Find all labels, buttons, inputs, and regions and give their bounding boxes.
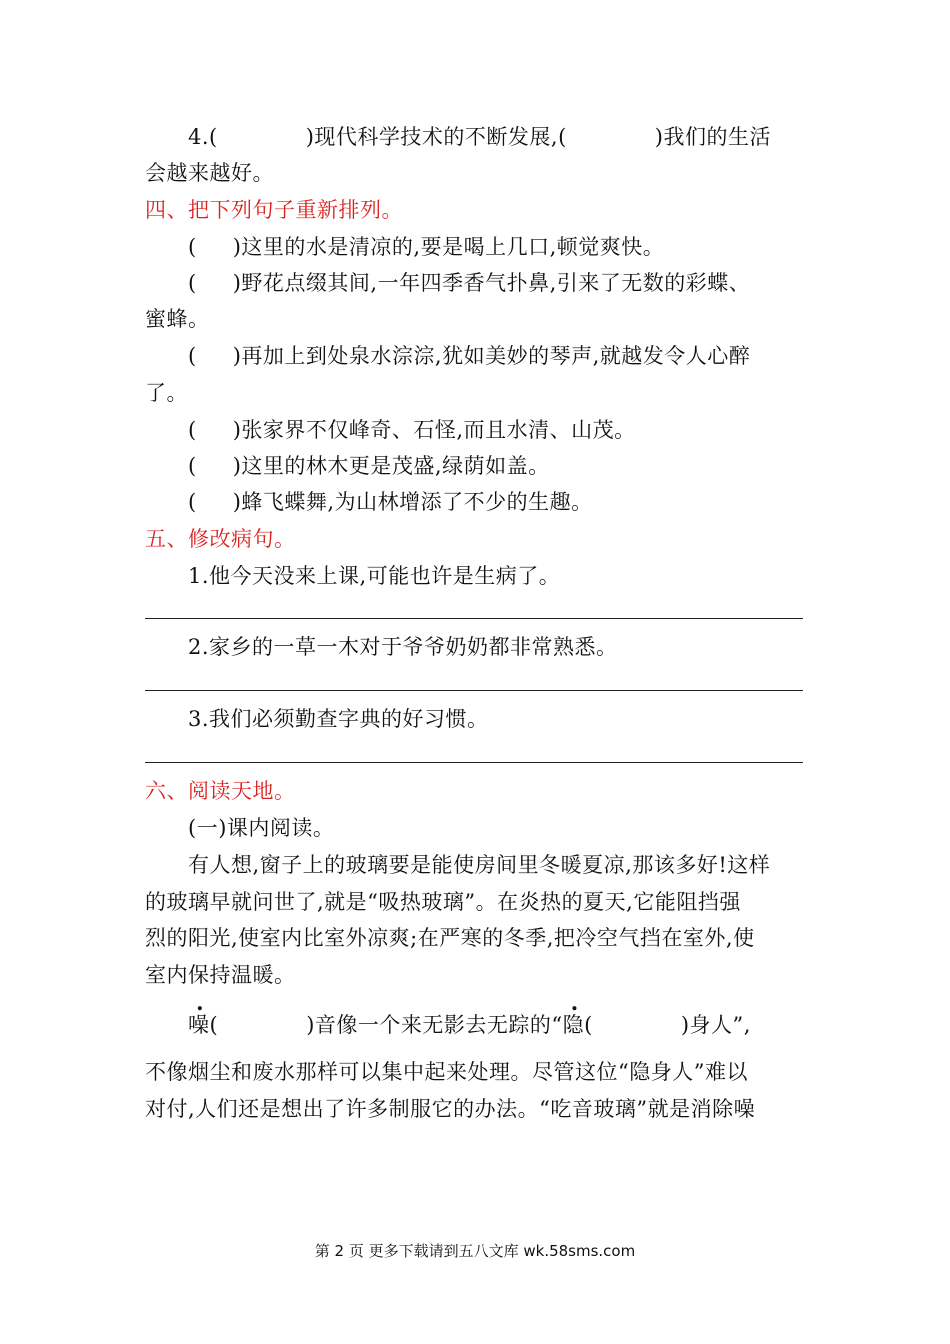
paragraph-1-line-2: 的玻璃早就问世了,就是“吸热玻璃”。在炎热的夏天,它能阻挡强 (145, 890, 741, 914)
paragraph-1-line-4: 室内保持温暖。 (145, 963, 296, 987)
paragraph-text: )音像一个来无影去无踪的“ (306, 1013, 563, 1037)
paragraph-1-line-1: 有人想,窗子上的玻璃要是能使房间里冬暖夏凉,那该多好!这样 (188, 853, 771, 877)
paragraph-1-line-3: 烈的阳光,使室内比室外凉爽;在严寒的冬季,把冷空气挡在室外,使 (145, 926, 755, 950)
paren-open: ( (188, 418, 197, 442)
paren-open: ( (188, 344, 197, 368)
sentence-text: )野花点缀其间,一年四季香气扑鼻,引来了无数的彩蝶、 (232, 271, 751, 295)
reorder-item-3-cont: 了。 (145, 381, 188, 405)
dotted-char: 噪 (188, 1013, 210, 1037)
reorder-item-2 (188, 268, 750, 298)
reorder-item-4 (188, 415, 636, 445)
sentence-text: )这里的林木更是茂盛,绿荫如盖。 (232, 454, 550, 478)
correction-item-1: 1.他今天没来上课,可能也许是生病了。 (188, 564, 561, 588)
paragraph-text: )身人”, (680, 1013, 751, 1037)
section4-heading: 四、把下列句子重新排列。 (145, 198, 403, 222)
sentence-text: )蜂飞蝶舞,为山林增添了不少的生趣。 (232, 490, 593, 514)
reorder-item-1 (188, 232, 664, 262)
dotted-char: 隐 (562, 1013, 585, 1037)
paragraph-2-line-3: 对付,人们还是想出了许多制服它的办法。“吃音玻璃”就是消除噪 (145, 1097, 756, 1121)
correction-item-3: 3.我们必须勤查字典的好习惯。 (188, 707, 489, 731)
q4-text-c: )我们的生活 (654, 125, 771, 149)
paren-open: ( (188, 490, 197, 514)
q4-text-a: 4.( (188, 125, 218, 149)
sentence-text: )再加上到处泉水淙淙,犹如美妙的琴声,就越发令人心醉 (232, 344, 751, 368)
reorder-item-3 (188, 341, 750, 371)
sentence-text: )这里的水是清凉的,要是喝上几口,顿觉爽快。 (232, 235, 665, 259)
paren-open: ( (584, 1013, 593, 1037)
correction-item-2: 2.家乡的一草一木对于爷爷奶奶都非常熟悉。 (188, 635, 618, 659)
q4-line-2: 会越来越好。 (145, 161, 274, 185)
section6-heading: 六、阅读天地。 (145, 779, 296, 803)
section5-heading: 五、修改病句。 (145, 527, 296, 551)
reorder-item-2-cont: 蜜蜂。 (145, 307, 210, 331)
reorder-item-6 (188, 487, 593, 517)
q4-line-1 (188, 122, 771, 152)
answer-line-3[interactable] (145, 762, 803, 763)
paragraph-2-line-2: 不像烟尘和废水那样可以集中起来处理。尽管这位“隐身人”难以 (145, 1060, 748, 1084)
paren-open: ( (209, 1013, 219, 1037)
section6-subheading: (一)课内阅读。 (188, 816, 335, 840)
paren-open: ( (188, 271, 197, 295)
q4-text-b: )现代科学技术的不断发展,( (305, 125, 567, 149)
paren-open: ( (188, 235, 197, 259)
sentence-text: )张家界不仅峰奇、石怪,而且水清、山茂。 (232, 418, 636, 442)
paragraph-2-line-1 (188, 1010, 751, 1040)
paren-open: ( (188, 454, 197, 478)
page-footer: 第 2 页 更多下载请到五八文库 wk.58sms.com (314, 1242, 636, 1260)
answer-line-1[interactable] (145, 618, 803, 619)
answer-line-2[interactable] (145, 690, 803, 691)
reorder-item-5 (188, 451, 550, 481)
